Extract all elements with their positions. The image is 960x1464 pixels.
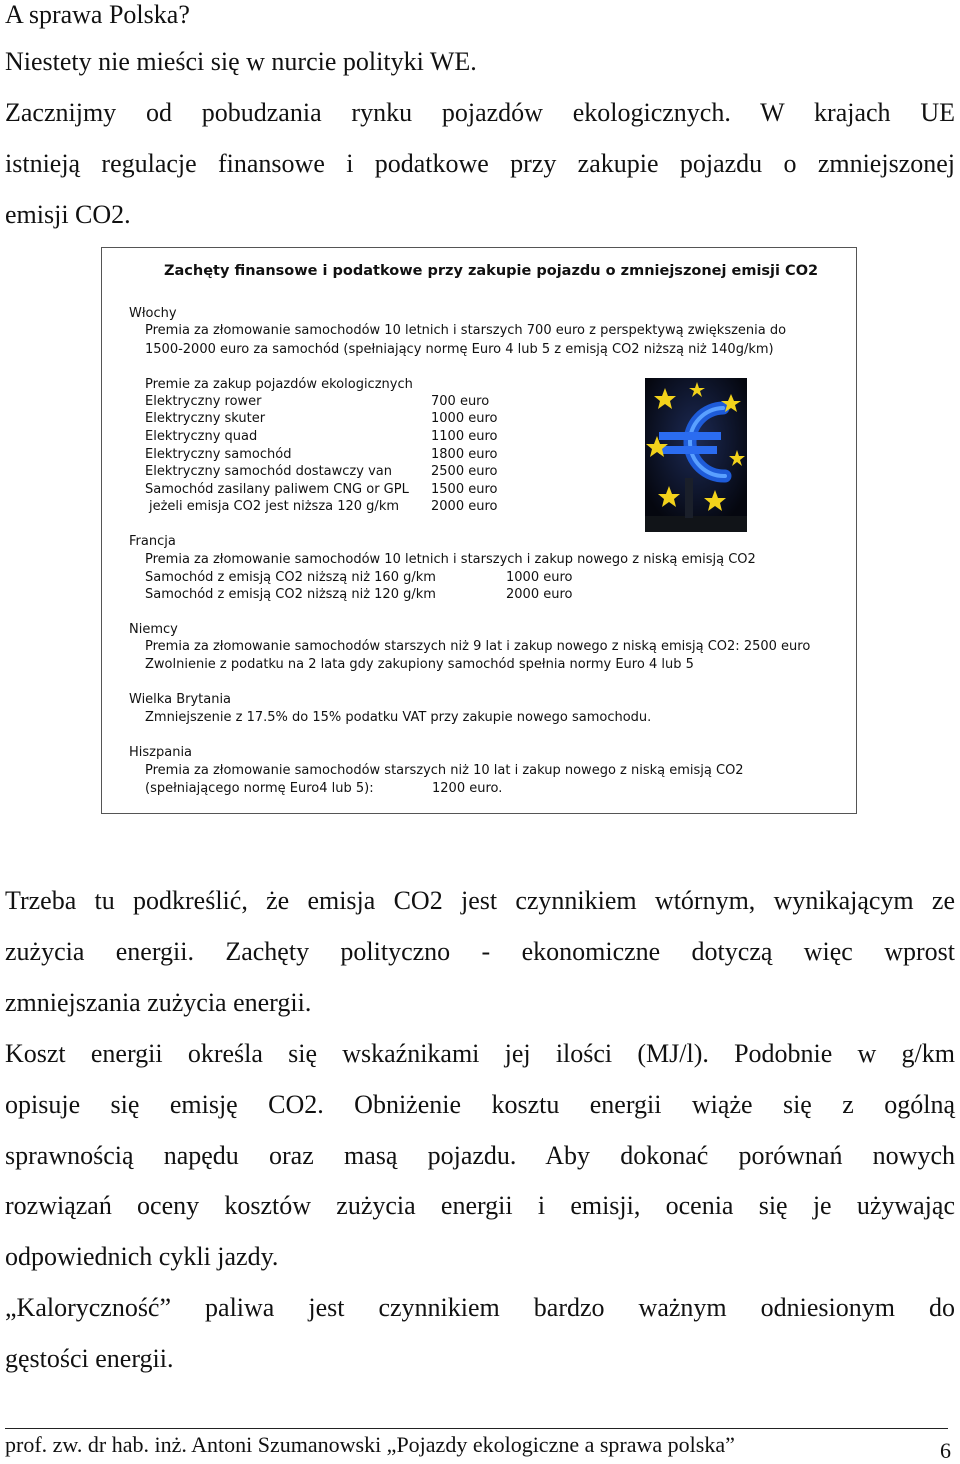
country-niemcy: Niemcy — [129, 622, 178, 637]
eco-item-value: 700 euro — [431, 394, 490, 409]
country-hiszpania: Hiszpania — [129, 745, 193, 760]
body-line: Koszt energii określa się wskaźnikami jej ilości (MJ/l). Podobnie w g/km — [5, 1039, 955, 1068]
eco-item-value: 2000 euro — [431, 499, 498, 514]
body-line: zmniejszania zużycia energii. — [5, 988, 312, 1017]
body-line: odpowiednich cykli jazdy. — [5, 1242, 279, 1271]
country-wlochy: Włochy — [129, 306, 177, 321]
niemcy-line-2: Zwolnienie z podatku na 2 lata gdy zakupiony samochód spełnia normy Euro 4 lub 5 — [145, 657, 694, 672]
eco-item-label: Elektryczny rower — [145, 394, 262, 409]
footer-divider — [5, 1428, 948, 1429]
body-line: rozwiązań oceny kosztów zużycia energii i emisji, ocenia się je używając — [5, 1191, 955, 1220]
francja-item-value: 2000 euro — [506, 587, 573, 602]
body-line: sprawnością napędu oraz masą pojazdu. Aby dokonać porównań nowych — [5, 1141, 955, 1170]
euro-sign-icon — [645, 378, 747, 532]
intro-line-4: istnieją regulacje finansowe i podatkowe przy zakupie pojazdu o zmniejszonej — [5, 149, 955, 178]
eco-item-label: Elektryczny samochód dostawczy van — [145, 464, 392, 479]
body-line: Trzeba tu podkreślić, że emisja CO2 jest czynnikiem wtórnym, wynikającym ze — [5, 886, 955, 915]
eco-item-value: 1100 euro — [431, 429, 498, 444]
francja-item-label: Samochód z emisją CO2 niższą niż 160 g/km — [145, 570, 436, 585]
francja-item-label: Samochód z emisją CO2 niższą niż 120 g/km — [145, 587, 436, 602]
footer-text: prof. zw. dr hab. inż. Antoni Szumanowski „Pojazdy ekologiczne a sprawa polska” — [5, 1432, 735, 1457]
page-number: 6 — [940, 1438, 951, 1463]
body-line: zużycia energii. Zachęty polityczno - ekonomiczne dotyczą więc wprost — [5, 937, 955, 966]
hiszpania-line-2: (spełniającego normę Euro4 lub 5): — [145, 781, 374, 796]
figure-title: Zachęty finansowe i podatkowe przy zakupie pojazdu o zmniejszonej emisji CO2 — [164, 263, 819, 279]
body-line: gęstości energii. — [5, 1344, 174, 1373]
intro-line-2: Niestety nie mieści się w nurcie polityki WE. — [5, 47, 477, 76]
intro-line-1: A sprawa Polska? — [5, 0, 190, 29]
eco-item-label: Samochód zasilany paliwem CNG or GPL — [145, 482, 409, 497]
intro-line-3: Zacznijmy od pobudzania rynku pojazdów ekologicznych. W krajach UE — [5, 98, 955, 127]
hiszpania-line-1: Premia za złomowanie samochodów starszych niż 10 lat i zakup nowego z niską emisją CO2 — [145, 763, 744, 778]
country-wielka-brytania: Wielka Brytania — [129, 692, 232, 707]
eco-item-value: 1500 euro — [431, 482, 498, 497]
country-francja: Francja — [129, 534, 176, 549]
eco-item-label: jeżeli emisja CO2 jest niższa 120 g/km — [149, 499, 400, 514]
incentives-figure — [101, 247, 857, 814]
wlochy-line-1: Premia za złomowanie samochodów 10 letnich i starszych 700 euro z perspektywą zwiększenia do — [145, 323, 787, 338]
eco-item-label: Elektryczny quad — [145, 429, 258, 444]
body-line: opisuje się emisję CO2. Obniżenie kosztu energii wiąże się z ogólną — [5, 1090, 955, 1119]
body-line: „Kaloryczność” paliwa jest czynnikiem bardzo ważnym odniesionym do — [5, 1293, 955, 1322]
eco-item-value: 2500 euro — [431, 464, 498, 479]
francja-line-1: Premia za złomowanie samochodów 10 letnich i starszych i zakup nowego z niską emisją CO2 — [145, 552, 756, 567]
eco-item-value: 1800 euro — [431, 447, 498, 462]
wb-line-1: Zmniejszenie z 17.5% do 15% podatku VAT przy zakupie nowego samochodu. — [145, 710, 652, 725]
wlochy-line-2: 1500-2000 euro za samochód (spełniający normę Euro 4 lub 5 z emisją CO2 niższą niż 140g/km) — [145, 342, 774, 357]
eco-item-label: Elektryczny samochód — [145, 447, 292, 462]
intro-line-5: emisji CO2. — [5, 200, 131, 229]
eco-item-label: Elektryczny skuter — [145, 411, 266, 426]
euro-sculpture-photo — [645, 378, 747, 532]
francja-item-value: 1000 euro — [506, 570, 573, 585]
eco-item-value: 1000 euro — [431, 411, 498, 426]
eco-premium-header: Premie za zakup pojazdów ekologicznych — [145, 377, 413, 392]
hiszpania-value: 1200 euro. — [432, 781, 503, 796]
niemcy-line-1: Premia za złomowanie samochodów starszych niż 9 lat i zakup nowego z niską emisją CO2: 2500 euro — [145, 639, 811, 654]
